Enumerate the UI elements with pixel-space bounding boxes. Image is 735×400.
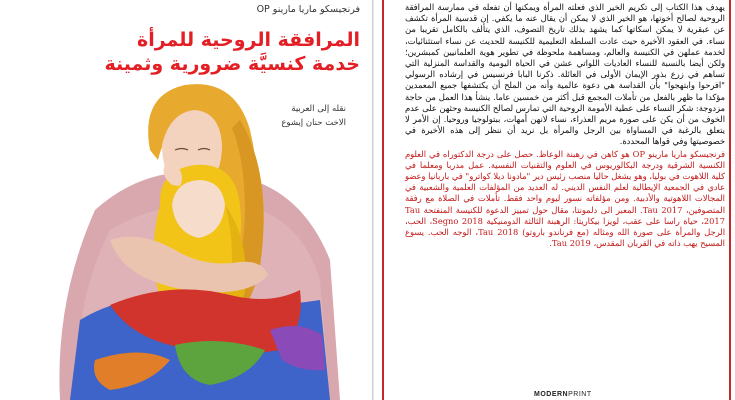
cover-author: فرنجيسكو ماريا مارينو OP: [256, 4, 360, 15]
publisher-logo: MODERNPRINT: [534, 391, 592, 398]
translator-name: الاخت حنان إيشوع: [281, 118, 346, 128]
cover-title-line1: المرافقة الروحية للمرأة: [136, 29, 360, 51]
translation-label: نقله إلى العربية: [291, 104, 346, 114]
left-red-rule: [382, 0, 384, 400]
author-bio: فرنجيسكو ماريا مارينو OP هو كاهن في رهبنة الوعاظ. حصل على درجة الدكتوراه في العلوم الكنسية الشرقية ودرجة البكالوريوس في العلوم والتقنيات النفسية. عمل مدربا ومعلما في كلية اللاهوت في بوليا، وهو يشغل حاليا منصب رئيس دير "مادونا ديلا كواترو" في باربانيا وعضو عادي في الجمعية الإيطالية لعلم النفس الديني. له العديد من المؤلفات العلمية والشعبية في المجالات اللاهوتية والأدبية. ومن مؤلفاته نسور ليوم واحد فقط. تأملات في الصلاة مع رفقة المتصوفين، Tau 2017. المعبر الى دلمونتا، مقال حول تمييز الدعوة للكنيسة المنفتحة Tau 2017، حياة راسا على عقب، لويزا بيكاريتا: الرهبنة الثالثة الدومنيكية Segno 2018، الحب، الرجل والمرأة على صورة الله ومثاله (مع فرناندو باروتو) Tau 2018، الوجه الحب. يسوع المسيح يهب ذاته في القربان المقدس، Tau 2019.: [405, 148, 725, 249]
back-cover: [374, 0, 735, 400]
right-red-rule: [729, 0, 731, 400]
cover-title-line2: خدمة كنسيَّة ضرورية وثمينة: [104, 53, 360, 75]
back-cover-text: [405, 2, 725, 250]
book-description: يهدف هذا الكتاب إلى تكريم الخير الذي فعلته المرأة ويمكنها أن تفعله في ممارسة المرافقة الروحية لصالح أخوتها، هو الخير الذي لا يمكن أن يقال عنه ما يكفي. إن قدسية المرأة تكشف عن عبقرية لا يمكن اسكاتها كما يشهد بذلك تاريخ التصوف، الذي يتألف بالكامل تقريبا من نساء. في العقود الأخيرة حيث عادت السلطة التعليمية للكنيسة للحديث عن نساء استثنائيات، لخدمة عملهن في الكنيسة والعالم، ومساهمة ملحوظة في تطوير هوية العلمانيين كمبشرين؛ ولكن أيضا بالنسبة للنساء العاديات اللواتي عشن في الحياة اليومية والقداسة المنزلية التي تساهم في زرع بذور الإيمان الأولى في العائلة. ذكرنا البابا فرنسيس في إرشاده الرسولي "افرحوا وابتهجوا" بأن القداسة هي دعوة عالمية وأنه من الملح أن يكتشفها جميع المعمدين مؤكدا ما ظهر بالفعل من تأملات المجمع قبل أكثر من خمسين عاما. ينشأ هذا العمل من حاجة مزدوجة: شكر النساء على عطية الأمومة الروحية التي تمارس لصالح الكنيسة وحثهن على عدم الخوف من أن يكن على صورة مريم العذراء، نساء لانهن أمهات، ببتولوجيا وروحيا. إن الأمر لا يتعلق بالرغبة في المساواة بين الرجل والمرأة بل نريد أن ننظر إلى هذه الأخيرة في خصوصيتها وفي قواها المحددة.: [405, 2, 725, 147]
